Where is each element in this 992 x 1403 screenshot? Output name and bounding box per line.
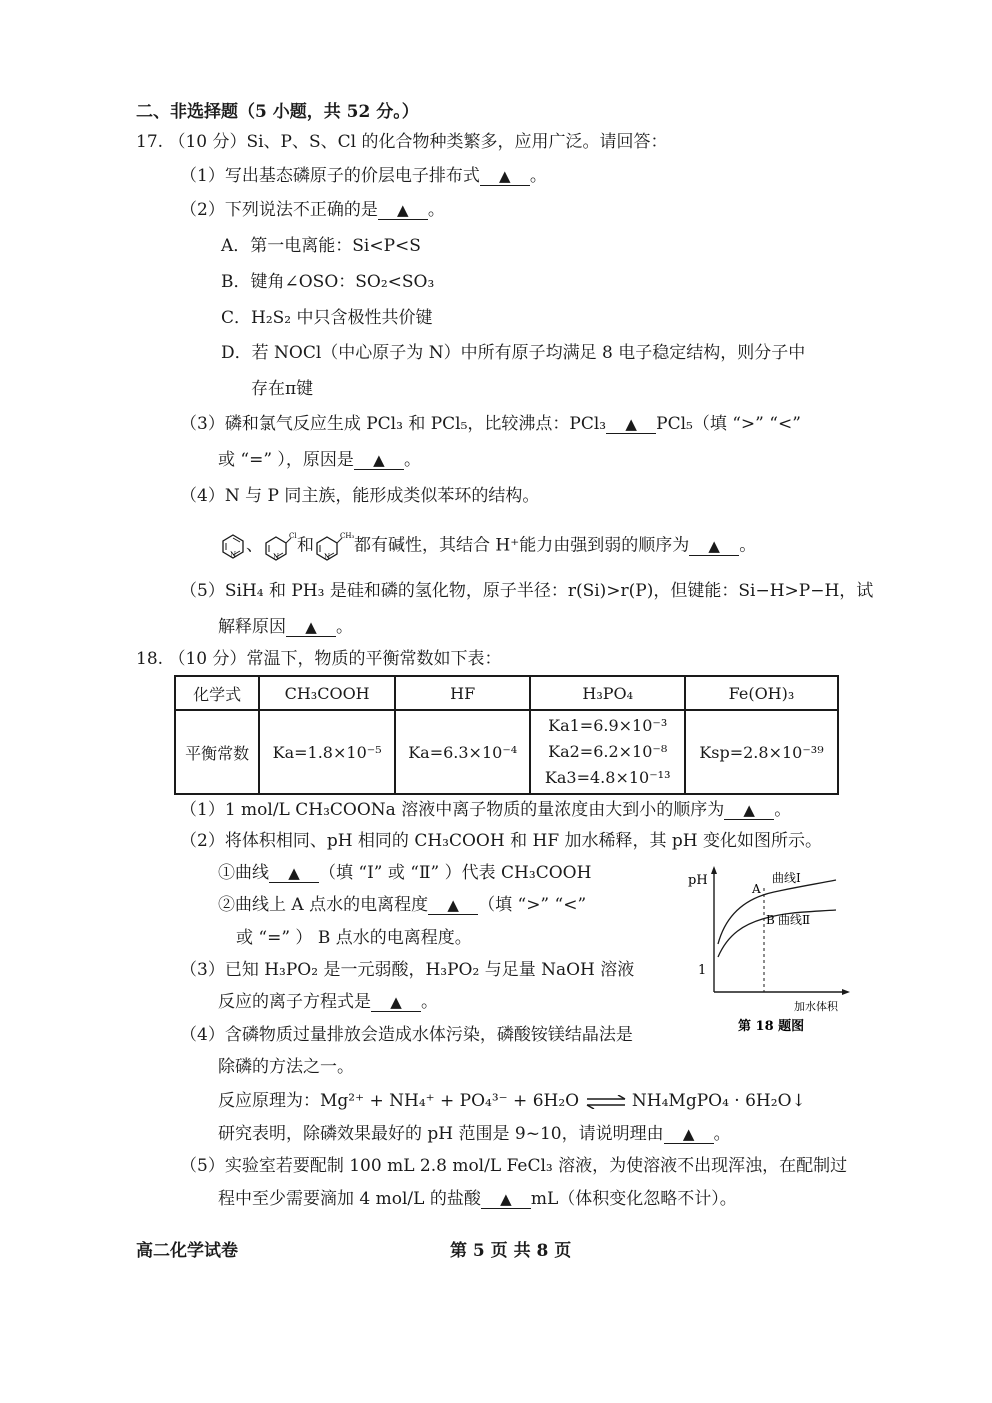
q17-part3-line2: 或 “=” ），原因是 ▲ 。 — [218, 450, 421, 470]
blank-triangle-icon: ▲ — [397, 201, 409, 219]
svg-text:N: N — [230, 551, 237, 559]
table-header-cell: 化学式 — [175, 676, 259, 710]
q17-option-d-line2: 存在π键 — [251, 379, 314, 399]
table-header-cell: H₃PO₄ — [530, 676, 684, 710]
blank-triangle-icon: ▲ — [288, 864, 300, 882]
answer-blank — [269, 864, 319, 883]
answer-blank — [664, 1125, 714, 1144]
ka2-value: Ka2=6.2×10⁻⁸ — [548, 742, 668, 761]
y-axis-label: pH — [688, 873, 708, 888]
footer-exam-name: 高二化学试卷 — [136, 1241, 238, 1261]
svg-text:N: N — [324, 553, 331, 561]
separator-and: 和 — [297, 535, 314, 556]
table-header-cell: CH₃COOH — [259, 676, 395, 710]
answer-blank — [378, 201, 428, 220]
q17-part1: （1）写出基态磷原子的价层电子排布式 ▲ 。 — [180, 166, 547, 186]
table-header-cell: HF — [395, 676, 531, 710]
q18-part2-sub2 — [218, 894, 586, 916]
q18-part3-line1: （3）已知 H₃PO₂ 是一元弱酸，H₃PO₂ 与足量 NaOH 溶液 — [180, 960, 635, 980]
q18-part3-text: 反应的离子方程式是 — [218, 992, 371, 1012]
methylpyridine-ring-icon — [314, 530, 354, 562]
blank-triangle-icon: ▲ — [373, 451, 385, 469]
blank-triangle-icon: ▲ — [682, 1125, 695, 1143]
x-axis-arrow-icon — [842, 989, 850, 995]
q18-part3-line2: 反应的离子方程式是 ▲ 。 — [218, 992, 438, 1012]
answer-blank — [354, 451, 404, 470]
answer-blank — [286, 618, 336, 637]
q17-part3-text-a: （3）磷和氯气反应生成 PCl₃ 和 PCl₅，比较沸点：PCl₃ — [180, 414, 607, 434]
q18-part2-sub1-text-b: （填 “Ⅰ” 或 “Ⅱ” ）代表 CH₃COOH — [319, 863, 592, 883]
blank-triangle-icon: ▲ — [743, 801, 755, 819]
q17-option-c: C．H₂S₂ 中只含极性共价键 — [221, 308, 433, 328]
footer-page-number: 第 5 页 共 8 页 — [450, 1241, 572, 1261]
q18-part2-sub1 — [218, 862, 591, 884]
table-cell-feoh3: Ksp=2.8×10⁻³⁹ — [685, 710, 838, 794]
q17-heading: 17. （10 分）Si、P、S、Cl 的化合物种类繁多，应用广泛。请回答： — [136, 132, 668, 152]
q18-part4-line2: 除磷的方法之一。 — [218, 1057, 354, 1077]
section-title: 二、非选择题（5 小题，共 52 分。） — [136, 102, 419, 122]
blank-triangle-icon: ▲ — [390, 993, 402, 1011]
q18-part4-text: 研究表明，除磷效果最好的 pH 范围是 9~10，请说明理由 — [218, 1124, 664, 1144]
q17-part4: （4）N 与 P 同主族，能形成类似苯环的结构。 — [180, 486, 540, 506]
q17-option-d-line1: D．若 NOCl（中心原子为 N）中所有原子均满足 8 电子稳定结构，则分子中 — [221, 343, 806, 363]
q18-part5-line1: （5）实验室若要配制 100 mL 2.8 mol/L FeCl₃ 溶液，为使溶液不出现浑浊，在配制过 — [180, 1156, 848, 1176]
methyl-label: CH₃ — [340, 532, 354, 540]
ka3-value: Ka3=4.8×10⁻¹³ — [544, 768, 671, 787]
y-axis-tick: 1 — [698, 963, 707, 978]
q18-part1-text: （1）1 mol/L CH₃COONa 溶液中离子物质的量浓度由大到小的顺序为 — [180, 800, 725, 820]
q18-heading: 18. （10 分）常温下，物质的平衡常数如下表： — [136, 649, 502, 669]
y-axis-arrow-icon — [711, 866, 717, 874]
blank-triangle-icon: ▲ — [305, 618, 317, 636]
blank-triangle-icon: ▲ — [499, 167, 511, 185]
point-b-label: B — [766, 913, 775, 927]
pyridine-ring-icon — [220, 532, 246, 560]
q18-part1: （1）1 mol/L CH₃COONa 溶液中离子物质的量浓度由大到小的顺序为 ▲ 。 — [180, 800, 792, 820]
q18-part4-reaction — [218, 1090, 806, 1112]
equilibrium-constant-table — [174, 675, 839, 795]
q17-part4-structures: N 、 N Cl 和 N CH₃ 都有碱性，其结合 H⁺能力由强到弱的顺序为 ▲ 。 — [220, 530, 756, 562]
separator-comma: 、 — [246, 535, 263, 556]
q17-part2: （2）下列说法不正确的是 ▲ 。 — [180, 200, 445, 220]
q18-part2-sub2-text-b: （填 “>” “<” — [478, 895, 587, 915]
graph-caption: 第 18 题图 — [738, 1019, 805, 1034]
curve-two-label: 曲线Ⅱ — [778, 913, 811, 927]
svg-text:N: N — [273, 553, 280, 561]
curve-two — [718, 910, 836, 957]
blank-triangle-icon: ▲ — [625, 415, 637, 433]
answer-blank — [481, 1190, 531, 1209]
answer-blank — [480, 167, 530, 186]
table-cell-h3po4 — [530, 710, 684, 794]
table-header-row — [175, 676, 838, 710]
q17-part3-text-b: PCl₅（填 “>” “<” — [656, 414, 801, 434]
q18-part4-line4: 研究表明，除磷效果最好的 pH 范围是 9~10，请说明理由 ▲ 。 — [218, 1124, 731, 1144]
q18-part4-line1: （4）含磷物质过量排放会造成水体污染，磷酸铵镁结晶法是 — [180, 1025, 633, 1045]
answer-blank — [606, 415, 656, 434]
reaction-products: NH₄MgPO₄ · 6H₂O↓ — [631, 1091, 806, 1111]
blank-triangle-icon: ▲ — [447, 896, 459, 914]
q17-part5-text: 解释原因 — [218, 617, 286, 637]
chloropyridine-ring-icon — [263, 530, 297, 562]
q17-part3-line1 — [180, 413, 801, 435]
table-row-label: 平衡常数 — [175, 710, 259, 794]
q17-option-b: B．键角∠OSO：SO₂<SO₃ — [221, 272, 435, 292]
q17-part1-text: （1）写出基态磷原子的价层电子排布式 — [180, 166, 480, 186]
q18-part5-text-a: 程中至少需要滴加 4 mol/L 的盐酸 — [218, 1189, 481, 1209]
reaction-reactants: 反应原理为：Mg²⁺ + NH₄⁺ + PO₄³⁻ + 6H₂O — [218, 1091, 580, 1111]
x-axis-label: 加水体积 — [794, 1000, 838, 1013]
blank-triangle-icon: ▲ — [708, 536, 720, 555]
q18-part5-text-b: mL（体积变化忽略不计）。 — [530, 1189, 737, 1209]
q18-part2-sub1-text-a: ①曲线 — [218, 863, 269, 883]
q17-part5-line1: （5）SiH₄ 和 PH₃ 是硅和磷的氢化物，原子半径：r(Si)>r(P)，但键能：Si−H>P−H，试 — [180, 581, 874, 601]
q17-option-a: A．第一电离能：Si<P<S — [221, 236, 421, 256]
q17-part5-line2: 解释原因 ▲ 。 — [218, 617, 353, 637]
q18-part2: （2）将体积相同、pH 相同的 CH₃COOH 和 HF 加水稀释，其 pH 变化如图所示。 — [180, 831, 823, 851]
table-header-cell: Fe(OH)₃ — [685, 676, 838, 710]
answer-blank — [428, 896, 478, 915]
answer-blank — [371, 993, 421, 1012]
q17-part4-text: 都有碱性，其结合 H⁺能力由强到弱的顺序为 — [354, 535, 690, 556]
table-row — [175, 710, 838, 794]
curve-one-label: 曲线Ⅰ — [772, 871, 801, 885]
answer-blank — [689, 537, 739, 556]
q17-part3-text-c: 或 “=” ），原因是 — [218, 450, 354, 470]
ka1-value: Ka1=6.9×10⁻³ — [548, 716, 668, 735]
table-cell-ch3cooh: Ka=1.8×10⁻⁵ — [259, 710, 395, 794]
q18-part2-sub2-line2: 或 “=” ） B 点水的电离程度。 — [236, 928, 472, 948]
ph-dilution-graph — [686, 862, 856, 1037]
point-a-label: A — [752, 882, 761, 896]
equilibrium-arrow-icon — [585, 1095, 627, 1109]
curve-one — [718, 880, 836, 944]
q18-part2-sub2-text-a: ②曲线上 A 点水的电离程度 — [218, 895, 429, 915]
chloro-label: Cl — [289, 532, 297, 540]
table-cell-hf: Ka=6.3×10⁻⁴ — [395, 710, 531, 794]
q18-part5-line2 — [218, 1188, 737, 1210]
answer-blank — [724, 801, 774, 820]
q17-part2-text: （2）下列说法不正确的是 — [180, 200, 378, 220]
blank-triangle-icon: ▲ — [500, 1190, 512, 1208]
